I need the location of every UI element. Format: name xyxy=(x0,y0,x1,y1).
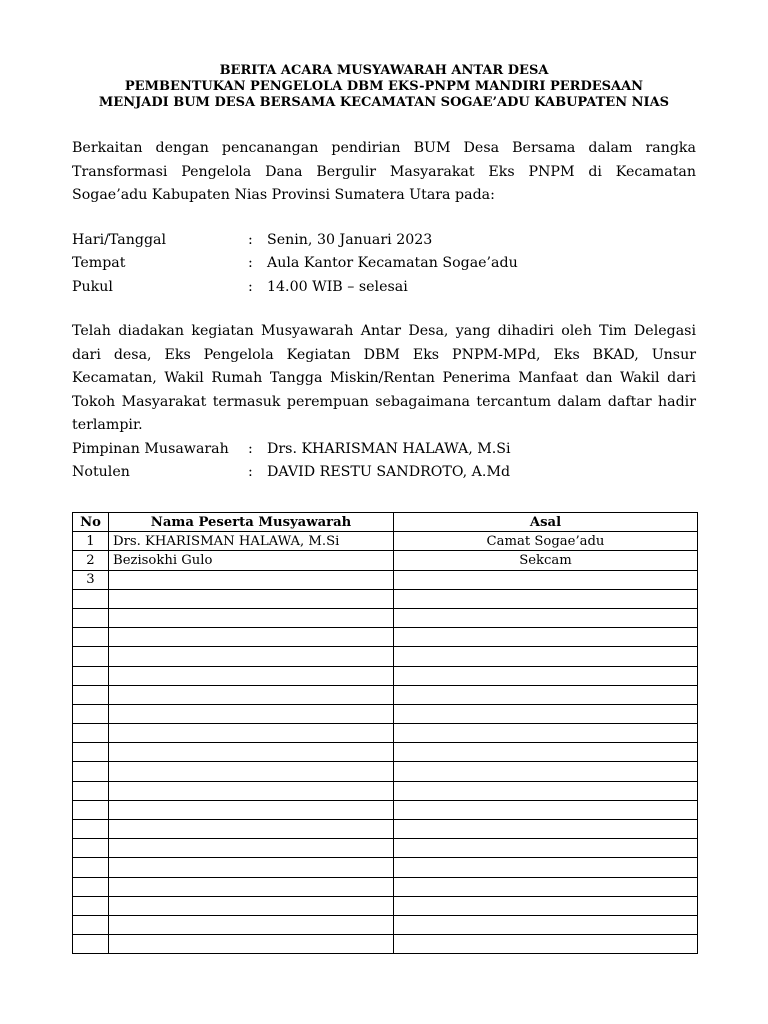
table-row xyxy=(73,685,698,704)
official-colon: : xyxy=(248,440,253,457)
table-row xyxy=(73,781,698,800)
cell-asal xyxy=(394,608,698,627)
table-row xyxy=(73,896,698,915)
cell-name xyxy=(109,724,394,743)
cell-no: 2 xyxy=(73,551,109,570)
cell-name xyxy=(109,589,394,608)
cell-asal xyxy=(394,743,698,762)
header-no: No xyxy=(73,513,109,532)
cell-no xyxy=(73,820,109,839)
cell-no xyxy=(73,704,109,723)
cell-no xyxy=(73,896,109,915)
cell-asal xyxy=(394,839,698,858)
cell-asal xyxy=(394,935,698,954)
header-name: Nama Peserta Musyawarah xyxy=(109,513,394,532)
cell-name xyxy=(109,628,394,647)
cell-no: 3 xyxy=(73,570,109,589)
cell-name: Bezisokhi Gulo xyxy=(109,551,394,570)
cell-asal xyxy=(394,820,698,839)
cell-no xyxy=(73,935,109,954)
cell-no xyxy=(73,628,109,647)
table-row xyxy=(73,858,698,877)
table-row xyxy=(73,820,698,839)
cell-asal xyxy=(394,877,698,896)
table-row xyxy=(73,877,698,896)
table-row xyxy=(73,762,698,781)
cell-no xyxy=(73,724,109,743)
table-row xyxy=(73,551,698,570)
detail-value: 14.00 WIB – selesai xyxy=(267,278,408,295)
participants-table xyxy=(72,512,698,954)
detail-colon: : xyxy=(248,255,253,271)
cell-name xyxy=(109,877,394,896)
table-row xyxy=(73,800,698,819)
cell-name xyxy=(109,666,394,685)
official-value: Drs. KHARISMAN HALAWA, M.Si xyxy=(267,440,511,457)
title-line-3: MENJADI BUM DESA BERSAMA KECAMATAN SOGAE’ADU KABUPATEN NIAS xyxy=(98,95,670,110)
cell-name xyxy=(109,647,394,666)
cell-name xyxy=(109,570,394,589)
cell-name xyxy=(109,685,394,704)
cell-name xyxy=(109,704,394,723)
cell-name xyxy=(109,781,394,800)
document-title xyxy=(72,63,696,111)
cell-asal xyxy=(394,666,698,685)
detail-label: Hari/Tanggal xyxy=(72,231,167,248)
cell-name xyxy=(109,608,394,627)
cell-asal xyxy=(394,628,698,647)
table-row xyxy=(73,589,698,608)
cell-no xyxy=(73,666,109,685)
cell-asal xyxy=(394,800,698,819)
cell-no xyxy=(73,915,109,934)
table-row xyxy=(73,532,698,551)
official-value: DAVID RESTU SANDROTO, A.Md xyxy=(267,464,511,480)
cell-no xyxy=(73,647,109,666)
cell-no xyxy=(73,800,109,819)
cell-no xyxy=(73,858,109,877)
cell-asal: Sekcam xyxy=(394,551,698,570)
cell-asal xyxy=(394,647,698,666)
cell-asal xyxy=(394,915,698,934)
cell-no xyxy=(73,743,109,762)
detail-colon: : xyxy=(248,231,253,248)
cell-no xyxy=(73,781,109,800)
detail-value: Aula Kantor Kecamatan Sogae’adu xyxy=(267,255,518,271)
table-row xyxy=(73,724,698,743)
table-row xyxy=(73,839,698,858)
cell-asal xyxy=(394,896,698,915)
cell-name xyxy=(109,915,394,934)
cell-asal xyxy=(394,685,698,704)
officials xyxy=(72,438,696,485)
cell-asal xyxy=(394,570,698,589)
official-label: Pimpinan Musawarah xyxy=(72,440,229,457)
cell-no xyxy=(73,608,109,627)
cell-name: Drs. KHARISMAN HALAWA, M.Si xyxy=(109,532,394,551)
table-body xyxy=(73,532,698,954)
table-row xyxy=(73,935,698,954)
detail-row-date xyxy=(72,229,696,253)
detail-value: Senin, 30 Januari 2023 xyxy=(267,231,433,248)
table-row xyxy=(73,647,698,666)
detail-colon: : xyxy=(248,278,253,295)
cell-no xyxy=(73,839,109,858)
cell-asal xyxy=(394,762,698,781)
intro-paragraph: Berkaitan dengan pencanangan pendirian BUM Desa Bersama dalam rangka Transformasi Pengelola Dana Bergulir Masyarakat Eks PNPM di Kecamatan Sogae’adu Kabupaten Nias Provinsi Sumatera Utara pada: xyxy=(72,140,696,203)
cell-no xyxy=(73,762,109,781)
body-paragraph: Telah diadakan kegiatan Musyawarah Antar Desa, yang dihadiri oleh Tim Delegasi dari desa, Eks Pengelola Kegiatan DBM Eks PNPM-MPd, Eks BKAD, Unsur Kecamatan, Wakil Rumah Tangga Miskin/Rentan Penerima Manfaat dan Wakil dari Tokoh Masyarakat termasuk perempuan sebagaimana tercantum dalam daftar hadir terlampir. xyxy=(72,323,696,433)
cell-no: 1 xyxy=(73,532,109,551)
cell-asal xyxy=(394,724,698,743)
table-row xyxy=(73,743,698,762)
cell-asal xyxy=(394,589,698,608)
cell-name xyxy=(109,896,394,915)
table-row xyxy=(73,608,698,627)
detail-row-place xyxy=(72,252,696,276)
cell-name xyxy=(109,762,394,781)
cell-no xyxy=(73,685,109,704)
detail-label: Pukul xyxy=(72,278,113,295)
table-row xyxy=(73,570,698,589)
table-row xyxy=(73,628,698,647)
official-row-chair xyxy=(72,438,696,462)
official-row-notulen xyxy=(72,461,696,485)
table-row xyxy=(73,915,698,934)
cell-name xyxy=(109,839,394,858)
official-colon: : xyxy=(248,464,253,480)
cell-name xyxy=(109,820,394,839)
cell-asal xyxy=(394,704,698,723)
cell-no xyxy=(73,877,109,896)
cell-name xyxy=(109,743,394,762)
cell-name xyxy=(109,858,394,877)
detail-row-time xyxy=(72,276,696,300)
cell-no xyxy=(73,589,109,608)
cell-asal xyxy=(394,781,698,800)
title-line-2: PEMBENTUKAN PENGELOLA DBM EKS-PNPM MANDIRI PERDESAAN xyxy=(124,79,644,94)
title-line-1: BERITA ACARA MUSYAWARAH ANTAR DESA xyxy=(219,63,549,78)
cell-asal: Camat Sogae’adu xyxy=(394,532,698,551)
header-asal: Asal xyxy=(394,513,698,532)
cell-asal xyxy=(394,858,698,877)
table-row xyxy=(73,666,698,685)
cell-name xyxy=(109,800,394,819)
meeting-details xyxy=(72,229,696,300)
table-row xyxy=(73,704,698,723)
table-header-row xyxy=(73,513,698,532)
cell-name xyxy=(109,935,394,954)
detail-label: Tempat xyxy=(72,255,126,271)
official-label: Notulen xyxy=(72,464,130,480)
